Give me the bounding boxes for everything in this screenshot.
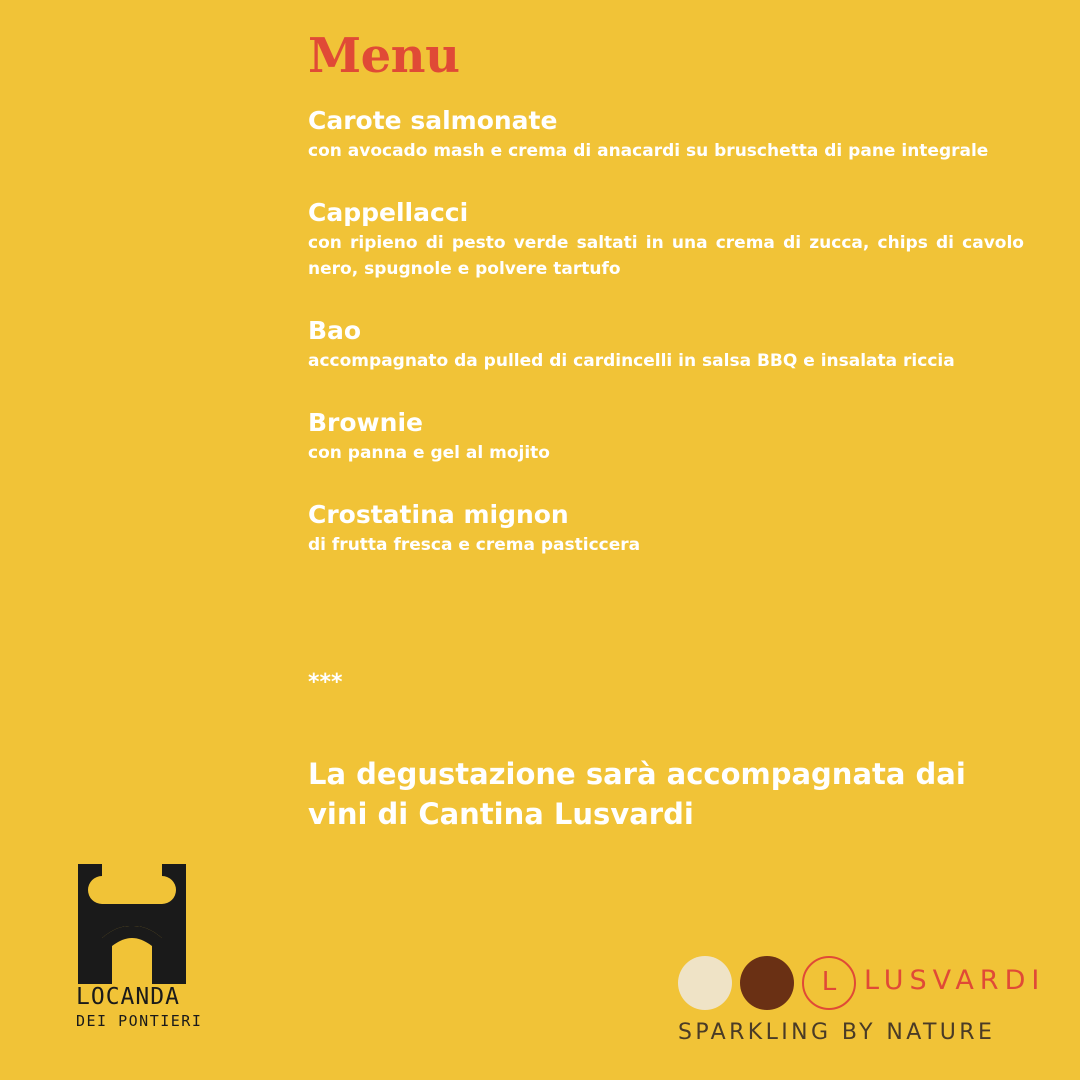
brand-tagline: SPARKLING BY NATURE bbox=[678, 1020, 996, 1045]
course-item bbox=[308, 406, 1024, 466]
light-circle-icon bbox=[678, 956, 732, 1010]
course-description: con panna e gel al mojito bbox=[308, 443, 550, 463]
locanda-subname: DEI PONTIERI bbox=[76, 1012, 203, 1030]
course-name: Brownie bbox=[308, 408, 423, 437]
course-item bbox=[308, 498, 1024, 558]
course-description: accompagnato da pulled di cardincelli in salsa BBQ e insalata riccia bbox=[308, 351, 955, 371]
course-item bbox=[308, 314, 1024, 374]
course-description: di frutta fresca e crema pasticcera bbox=[308, 535, 641, 555]
course-description: con avocado mash e crema di anacardi su bruschetta di pane integrale bbox=[308, 141, 989, 161]
closing-note: La degustazione sarà accompagnata dai vini di Cantina Lusvardi bbox=[308, 757, 966, 831]
course-item bbox=[308, 104, 1024, 164]
course-item bbox=[308, 196, 1024, 282]
course-name: Crostatina mignon bbox=[308, 500, 569, 529]
brand-initial: L bbox=[821, 967, 837, 997]
locanda-name: LOCANDA bbox=[76, 984, 180, 1010]
course-description: con ripieno di pesto verde saltati in una crema di zucca, chips di cavolo nero, spugnole e polvere tartufo bbox=[308, 233, 1024, 279]
menu-title: Menu bbox=[308, 28, 460, 84]
brand-name: LUSVARDI bbox=[864, 965, 1046, 996]
course-name: Carote salmonate bbox=[308, 106, 558, 135]
course-name: Bao bbox=[308, 316, 362, 345]
dark-circle-icon bbox=[740, 956, 794, 1010]
initial-circle-icon bbox=[802, 956, 856, 1010]
separator: *** bbox=[308, 670, 343, 695]
locanda-wordmark bbox=[76, 986, 202, 1032]
lusvardi-logo bbox=[678, 952, 1048, 1052]
menu-list bbox=[308, 104, 1024, 590]
course-name: Cappellacci bbox=[308, 198, 469, 227]
